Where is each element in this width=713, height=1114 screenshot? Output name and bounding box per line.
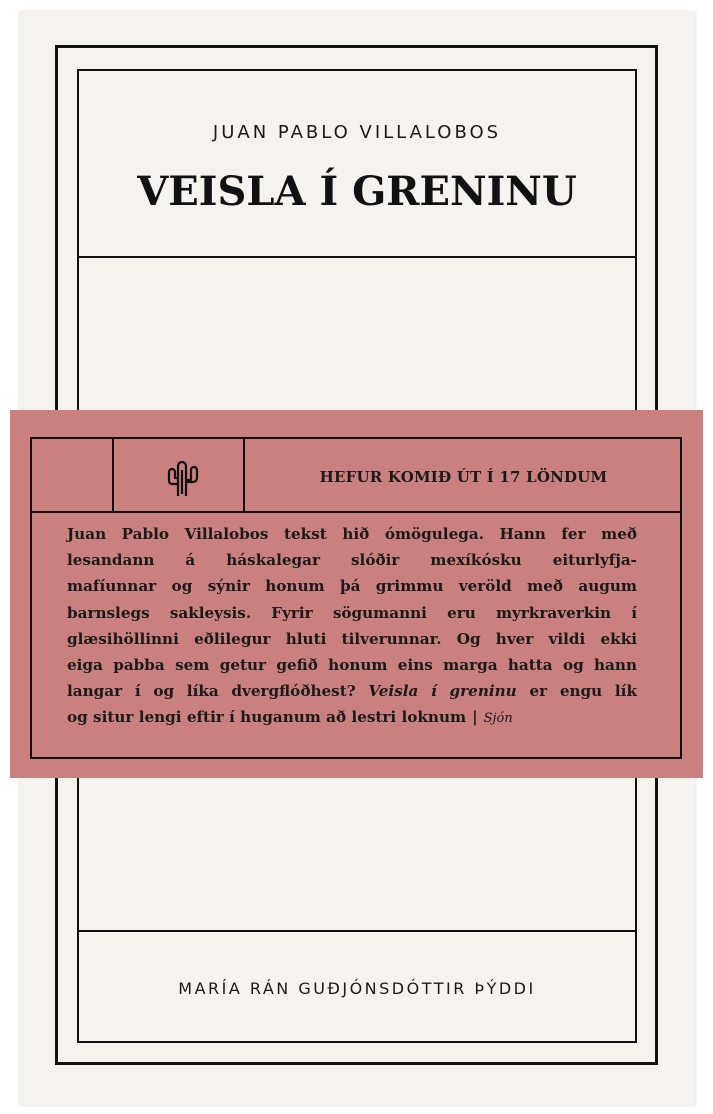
title-divider (77, 256, 637, 258)
quote-text: langar í og líka dvergflóðhest? (67, 682, 369, 701)
band-headline: HEFUR KOMIÐ ÚT Í 17 LÖNDUM (319, 468, 608, 486)
author-name: JUAN PABLO VILLALOBOS (212, 122, 502, 143)
quote-line: eiga pabba sem getur gefið honum eins marga hatta og hann (67, 656, 637, 675)
quote-separator: | (472, 708, 478, 727)
review-quote (67, 521, 637, 733)
quote-book-title: Veisla í greninu (368, 682, 517, 701)
quote-line: barnslegs sakleysis. Fyrir sögumanni eru myrkraverkin í (67, 603, 637, 622)
translator-credit: MARÍA RÁN GUÐJÓNSDÓTTIR ÞÝDDI (178, 979, 536, 998)
quote-line: glæsihöllinni eðlilegur hluti tilverunnar. Og hver vildi ekki (67, 629, 637, 648)
quote-line (67, 704, 637, 732)
quote-line (67, 678, 637, 704)
band-divider-1 (112, 437, 114, 513)
band-header-divider (30, 511, 682, 513)
quote-line: lesandann á háskalegar slóðir mexíkósku eiturlyfja- (67, 551, 637, 570)
bottom-divider (77, 930, 637, 932)
quote-text: og situr lengi eftir í huganum að lestri loknum (67, 708, 467, 727)
quote-line: mafíunnar og sýnir honum þá grimmu veröld með augum (67, 577, 637, 596)
promo-band (10, 410, 703, 778)
book-title: VEISLA Í GRENINU (137, 168, 577, 215)
quote-text: er engu lík (516, 682, 637, 701)
quote-attribution: Sjón (483, 711, 513, 727)
quote-line: Juan Pablo Villalobos tekst hið ómögulega. Hann fer með (67, 525, 637, 543)
cactus-icon (162, 458, 202, 498)
